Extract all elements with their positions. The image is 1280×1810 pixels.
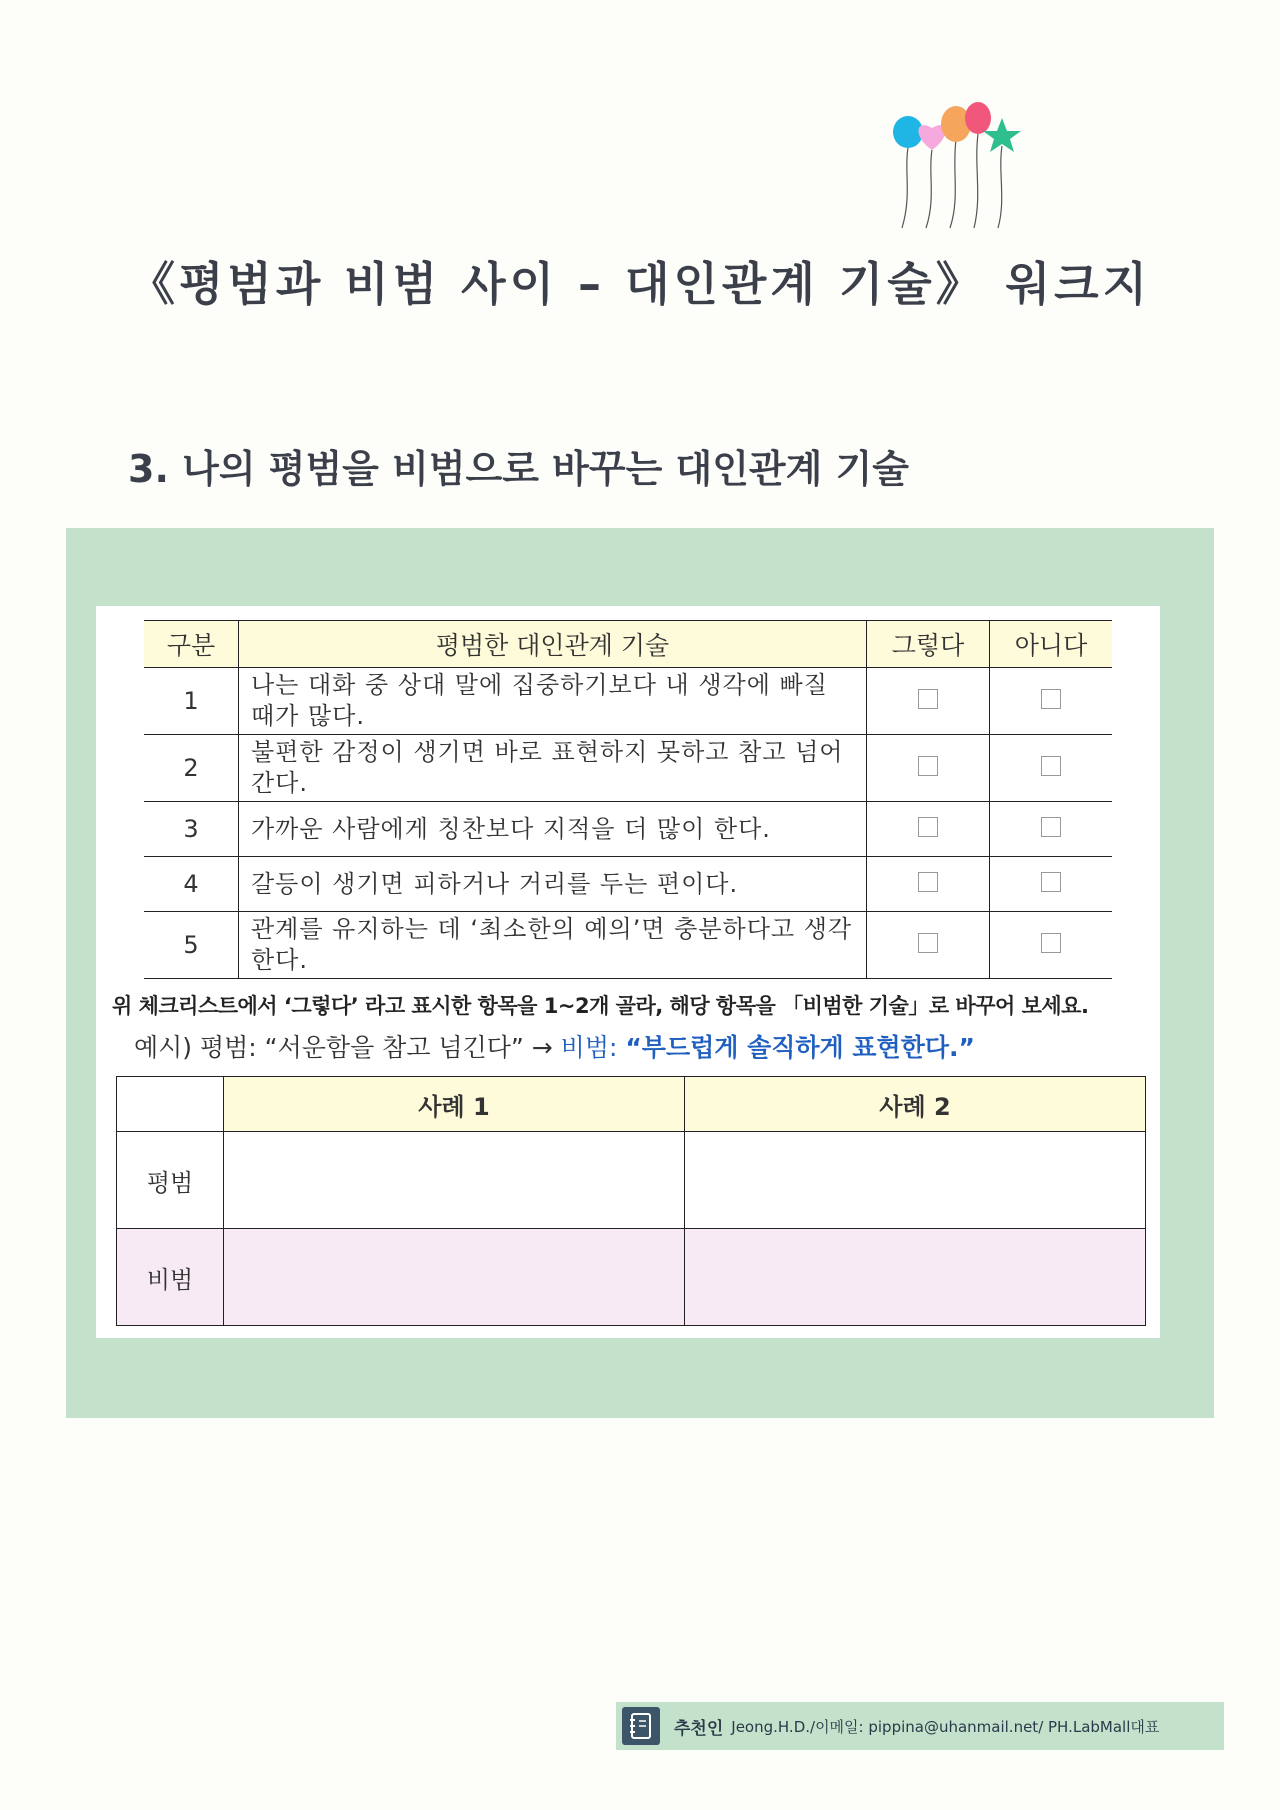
- row-number: 4: [144, 857, 239, 912]
- yes-checkbox[interactable]: [918, 689, 938, 709]
- checklist-row: [144, 802, 1112, 857]
- row-number: 1: [144, 668, 239, 735]
- case-2-ordinary-cell[interactable]: [685, 1132, 1146, 1229]
- footer-label: 추천인: [674, 1718, 724, 1739]
- example-line: [134, 1028, 975, 1064]
- example-prefix: 예시) 평범: “서운함을 참고 넘긴다” →: [134, 1033, 553, 1062]
- no-checkbox[interactable]: [1041, 689, 1061, 709]
- row-text: 가까운 사람에게 칭찬보다 지적을 더 많이 한다.: [239, 802, 867, 857]
- checklist-row: [144, 912, 1112, 979]
- no-checkbox[interactable]: [1041, 872, 1061, 892]
- header-no: 아니다: [990, 621, 1113, 668]
- no-checkbox[interactable]: [1041, 933, 1061, 953]
- case-header-corner: [117, 1077, 224, 1132]
- example-quote: “부드럽게 솔직하게 표현한다.”: [625, 1033, 975, 1062]
- row-number: 2: [144, 735, 239, 802]
- case-row-label: 평범: [117, 1132, 224, 1229]
- instruction-text: 위 체크리스트에서 ‘그렇다’ 라고 표시한 항목을 1~2개 골라, 해당 항목을 「비범한 기술」로 바꾸어 보세요.: [112, 994, 1089, 1018]
- yes-checkbox[interactable]: [918, 817, 938, 837]
- checklist-row: [144, 735, 1112, 802]
- checklist-row: [144, 857, 1112, 912]
- row-text: 갈등이 생기면 피하거나 거리를 두는 편이다.: [239, 857, 867, 912]
- worksheet-card: [96, 606, 1160, 1338]
- checklist-header-row: [144, 621, 1112, 668]
- case-header-2: 사례 2: [685, 1077, 1146, 1132]
- row-text: 불편한 감정이 생기면 바로 표현하지 못하고 참고 넘어간다.: [239, 735, 867, 802]
- header-skill: 평범한 대인관계 기술: [239, 621, 867, 668]
- worksheet-title: 《평범과 비범 사이 – 대인관계 기술》 워크지: [128, 257, 1152, 311]
- row-number: 3: [144, 802, 239, 857]
- checklist-table: [144, 620, 1112, 979]
- yes-checkbox[interactable]: [918, 872, 938, 892]
- no-checkbox[interactable]: [1041, 756, 1061, 776]
- footer-bar: [616, 1702, 1224, 1750]
- notebook-icon: [622, 1707, 660, 1745]
- row-text: 나는 대화 중 상대 말에 집중하기보다 내 생각에 빠질 때가 많다.: [239, 668, 867, 735]
- yes-checkbox[interactable]: [918, 756, 938, 776]
- case-table: [116, 1076, 1146, 1326]
- footer-info: Jeong.H.D./이메일: pippina@uhanmail.net/ PH.LabMall대표: [731, 1717, 1160, 1736]
- row-text: 관계를 유지하는 데 ‘최소한의 예의’면 충분하다고 생각한다.: [239, 912, 867, 979]
- case-row-label: 비범: [117, 1229, 224, 1326]
- checklist-row: [144, 668, 1112, 735]
- case-header-row: [117, 1077, 1146, 1132]
- case-row-ordinary: [117, 1132, 1146, 1229]
- header-category: 구분: [144, 621, 239, 668]
- case-1-ordinary-cell[interactable]: [224, 1132, 685, 1229]
- row-number: 5: [144, 912, 239, 979]
- no-checkbox[interactable]: [1041, 817, 1061, 837]
- case-header-1: 사례 1: [224, 1077, 685, 1132]
- section-title: 3. 나의 평범을 비범으로 바꾸는 대인관계 기술: [128, 447, 909, 491]
- case-row-extraordinary: [117, 1229, 1146, 1326]
- header-yes: 그렇다: [867, 621, 990, 668]
- case-2-extraordinary-cell[interactable]: [685, 1229, 1146, 1326]
- balloons-illustration: [890, 100, 1030, 235]
- example-label: 비범:: [560, 1033, 618, 1062]
- case-1-extraordinary-cell[interactable]: [224, 1229, 685, 1326]
- yes-checkbox[interactable]: [918, 933, 938, 953]
